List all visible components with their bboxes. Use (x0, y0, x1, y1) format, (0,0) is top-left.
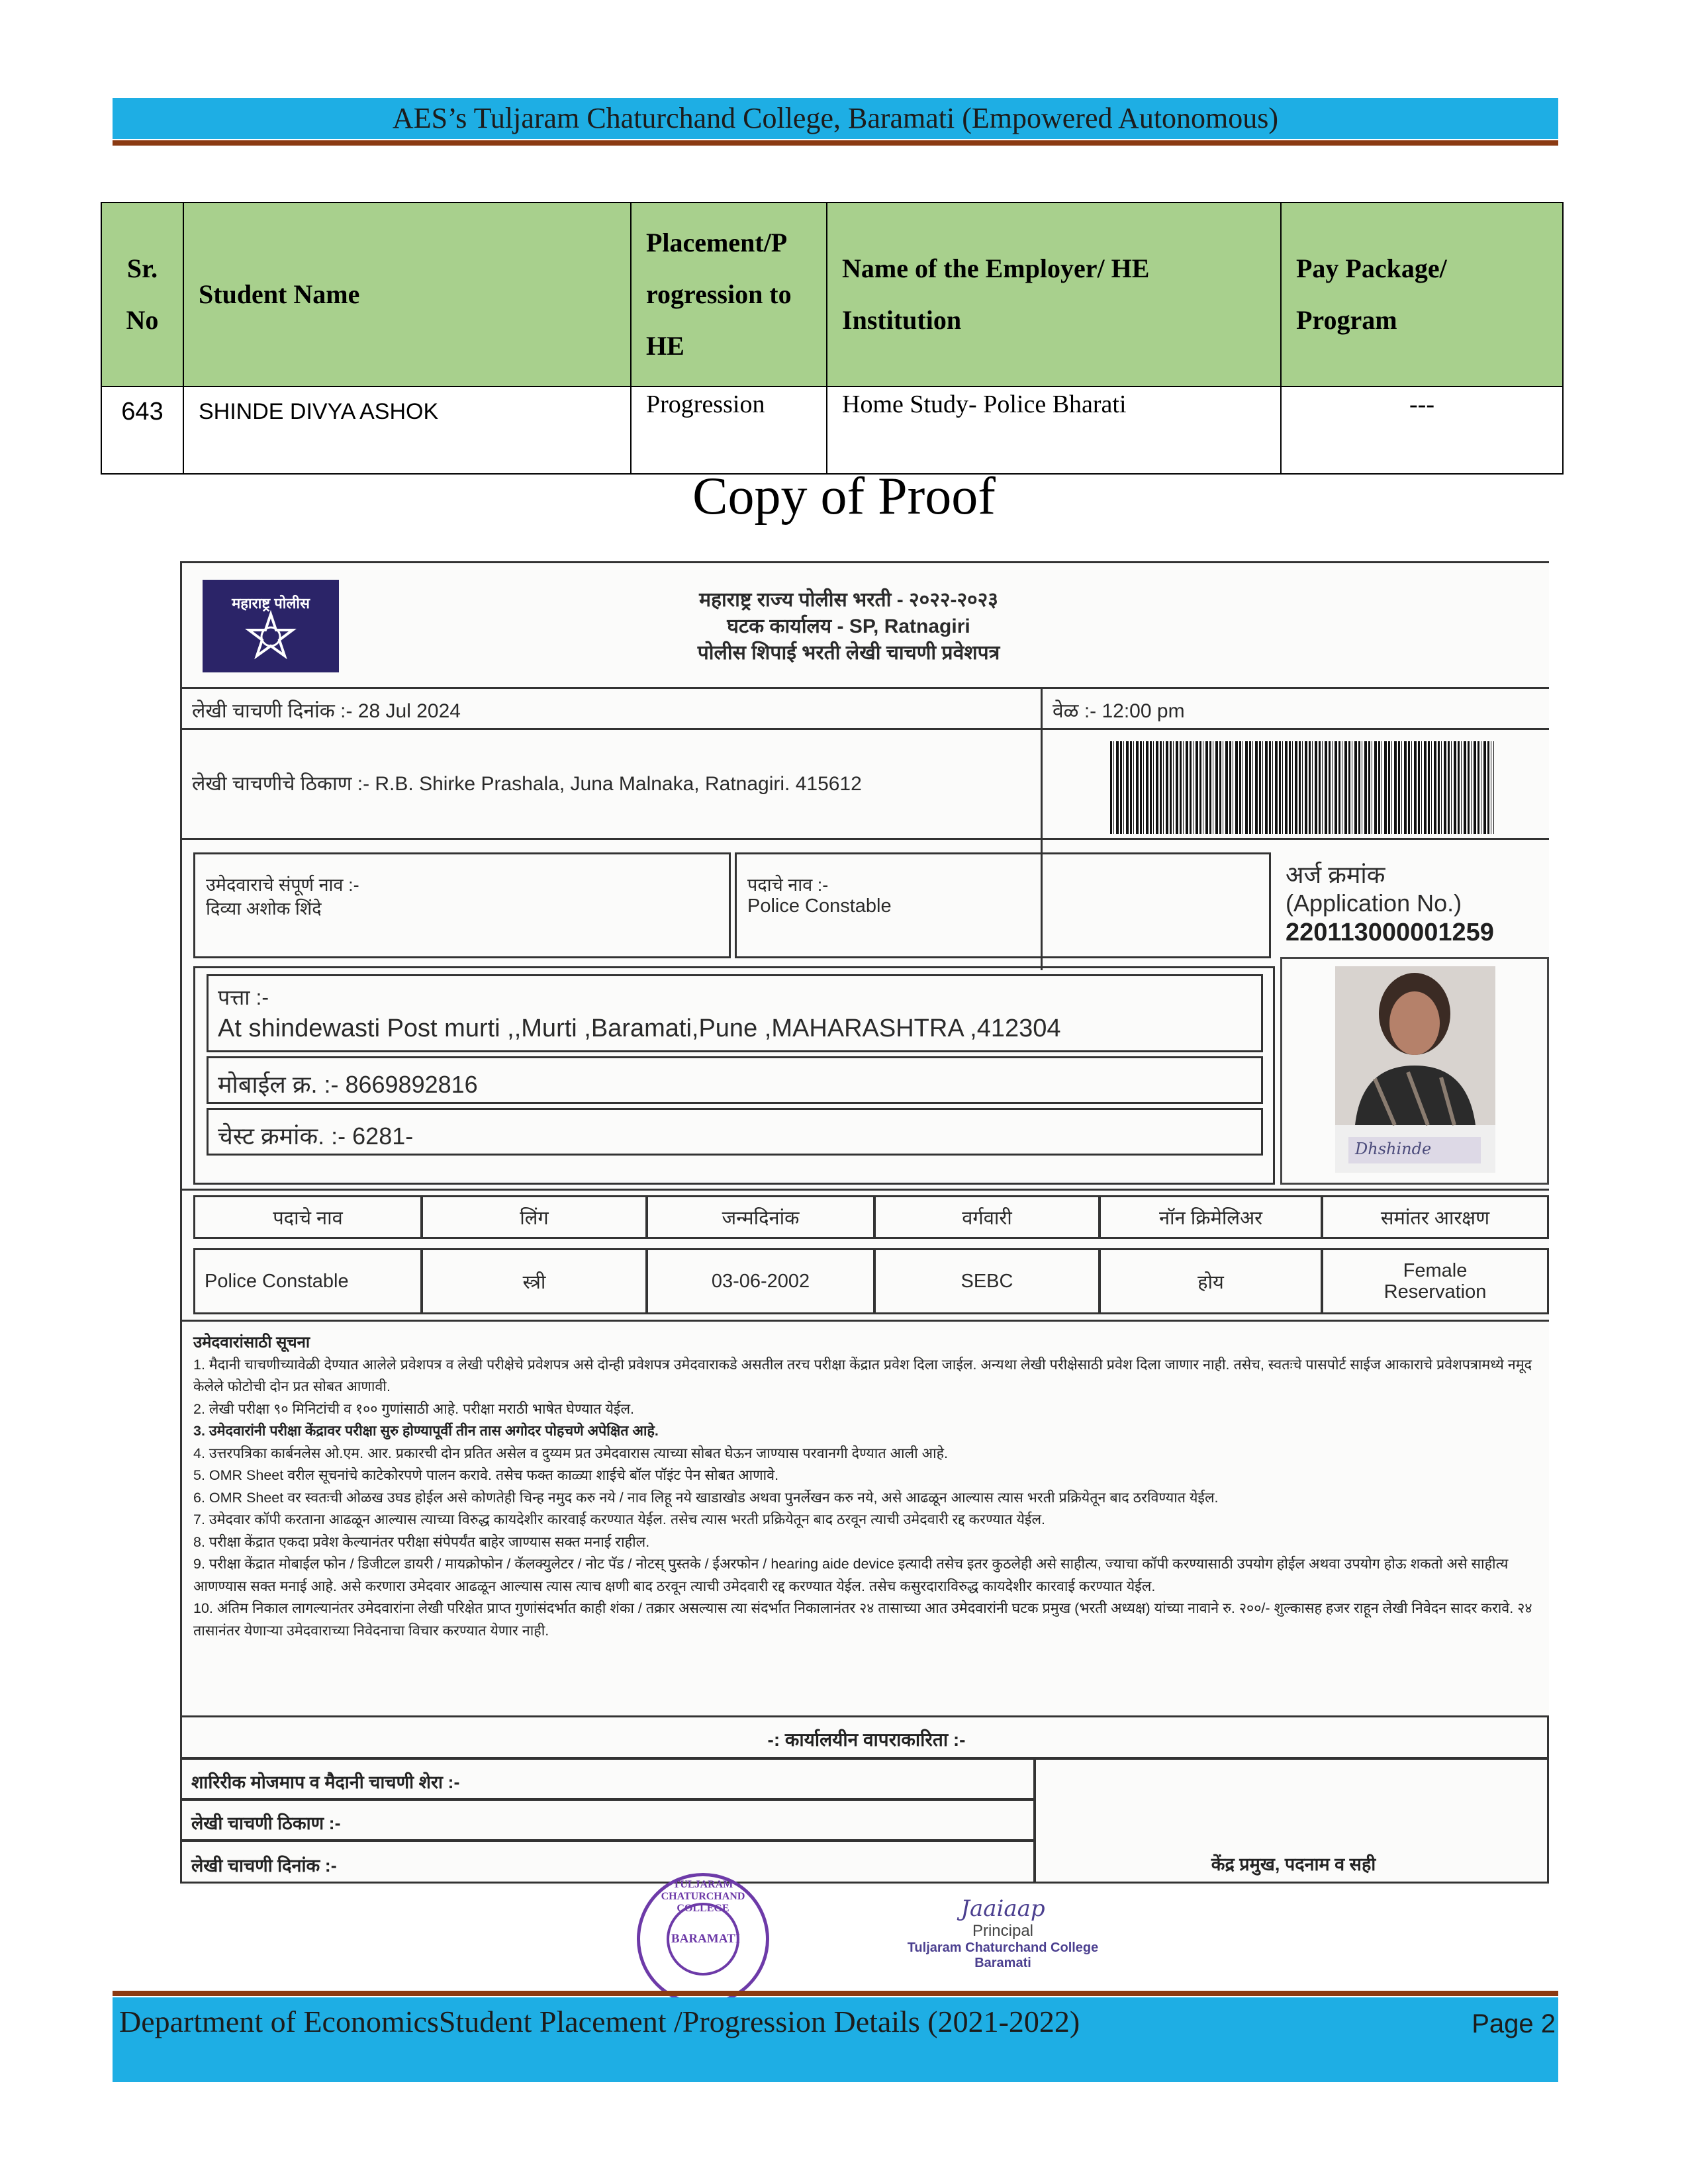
office-row (180, 1799, 1035, 1841)
grid-value-gender: स्त्री (421, 1248, 647, 1314)
instruction-item: 2. लेखी परीक्षा ९० मिनिटांची व १०० गुणांसाठी आहे. परीक्षा मराठी भाषेत घेण्यात येईल. (193, 1400, 635, 1417)
card-top-border (180, 561, 1549, 563)
col-employer: Name of the Employer/ HE Institution (827, 203, 1281, 387)
instruction-item: 6. OMR Sheet वर स्वतःची ओळख उघड होईल असे कोणतेही चिन्ह नमुद करु नये / नाव लिहू नये खाडाखोड अथवा पुनर्लेखन करु नये, असे आढळून आल्यास त्यास भरती प्रक्रियेतून बाद ठरविण्यात येईल. (193, 1489, 1219, 1506)
divider (180, 728, 1549, 730)
grid-header-noncreamy: नॉन क्रिमेलिअर (1099, 1195, 1323, 1239)
instruction-item: 5. OMR Sheet वरील सूचनांचे काटेकोरपणे पालन करावे. तसेच फक्त काळ्या शाईचे बॉल पॉइंट पेन सोबत आणावे. (193, 1467, 779, 1483)
col-student-name: Student Name (183, 203, 631, 387)
office-row-label: लेखी चाचणी ठिकाण :- (191, 1813, 341, 1833)
principal-signature (900, 1895, 1105, 1971)
office-row-label: लेखी चाचणी दिनांक :- (191, 1856, 337, 1876)
grid-value-post: Police Constable (193, 1248, 422, 1314)
college-stamp (637, 1873, 769, 2005)
logo-text: महाराष्ट्र पोलीस (232, 595, 310, 612)
office-row (180, 1840, 1035, 1884)
police-logo (203, 580, 339, 672)
stamp-center-text: BARAMATI (671, 1932, 741, 1946)
instruction-item: 7. उमेदवार कॉपी करताना आढळून आल्यास त्याच्या विरुद्ध कायदेशीर कारवाई करण्यात येईल. तसेच त्यास भरती प्रक्रियेतून बाद ठरवून त्याची उमेदवारी रद्द करण्यात येईल. (193, 1512, 1046, 1527)
instructions-title: उमेदवारांसाठी सूचना (193, 1334, 310, 1351)
candidate-name: दिव्या अशोक शिंदे (206, 899, 322, 919)
header-rule (113, 140, 1558, 146)
admit-card (180, 561, 1549, 1886)
post-value: Police Constable (747, 895, 892, 917)
instruction-item: 9. परीक्षा केंद्रात मोबाईल फोन / डिजीटल डायरी / मायक्रोफोन / कॅलक्युलेटर / नोट पॅड / नोटस् पुस्तके / ईअरफोन / hearing aide device इत्यादी तसेच इतर कुठलेही असे साहीत्य, ज्याचा कॉपी करण्यासाठी उपयोग होईल अथवा उपयोग होऊ शकतो असे साहीत्य आणण्यास सक्त मनाई आहे. असे करणारा उमेदवार आढळून आल्यास त्यास त्याच क्षणी बाद ठरवून त्याची उमेदवारी रद्द करण्यात येईल. तसेच कसुरदाराविरुद्ध कायदेशीर कारवाई करण्यात येईल. (193, 1556, 1509, 1594)
application-label-en: (Application No.) (1286, 889, 1462, 917)
address-box (207, 974, 1263, 1052)
office-use-heading-box (180, 1715, 1549, 1759)
divider (180, 687, 1549, 689)
candidate-label: उमेदवाराचे संपूर्ण नाव :- (206, 875, 359, 895)
card-heading-2: घटक कार्यालय - SP, Ratnagiri (727, 615, 970, 637)
placement-table (101, 202, 1564, 475)
footer-department: Department of EconomicsStudent Placement /Progression Details (2021-2022) (119, 2005, 1080, 2038)
address-label: पत्ता :- (218, 985, 269, 1009)
candidate-name-box (193, 852, 731, 958)
cell-name: SHINDE DIVYA ASHOK (183, 387, 631, 474)
signature-college: Tuljaram Chaturchand College (907, 1940, 1099, 1955)
signature-place: Baramati (974, 1956, 1031, 1970)
divider (180, 1320, 1549, 1322)
stamp-ring-text: TULJARAM CHATURCHAND COLLEGE (661, 1879, 745, 1914)
card-heading-3: पोलीस शिपाई भरती लेखी चाचणी प्रवेशपत्र (697, 642, 1000, 664)
cell-sr: 643 (101, 387, 183, 474)
grid-header-reservation: समांतर आरक्षण (1321, 1195, 1549, 1239)
instruction-item: 1. मैदानी चाचणीच्यावेळी देण्यात आलेले प्रवेशपत्र व लेखी परीक्षेचे प्रवेशपत्र असे दोन्ही प्रवेशपत्र उमेदवाराकडे असतील तरच परीक्षा केंद्रात प्रवेश दिला जाईल. अन्यथा लेखी परीक्षेसाठी प्रवेश दिला जाणार नाही. तसेच, स्वतःचे पासपोर्ट साईज आकाराचे प्रवेशपत्रामध्ये नमूद केलेले फोटोची दोन प्रत सोबत आणावी. (193, 1356, 1532, 1394)
exam-venue: लेखी चाचणीचे ठिकाण :- R.B. Shirke Prashala, Juna Malnaka, Ratnagiri. 415612 (192, 773, 862, 795)
header-band (113, 98, 1558, 139)
stamp-inner (667, 1903, 739, 1976)
grid-value-category: SEBC (874, 1248, 1100, 1314)
cell-package: --- (1281, 387, 1563, 474)
grid-header-category: वर्गवारी (874, 1195, 1100, 1239)
table-row (101, 387, 1563, 474)
address-value: At shindewasti Post murti ,,Murti ,Baramati,Pune ,MAHARASHTRA ,412304 (218, 1015, 1061, 1042)
cell-type: Progression (631, 387, 827, 474)
barcode-icon (1110, 741, 1494, 834)
exam-time: वेळ :- 12:00 pm (1053, 700, 1185, 722)
photo-signature: Dhshinde (1355, 1140, 1432, 1158)
signature-title: Principal (972, 1922, 1034, 1940)
footer-page-number: Page 2 (1472, 2009, 1556, 2038)
application-label: अर्ज क्रमांक (1286, 861, 1385, 888)
mobile-box (207, 1056, 1263, 1104)
grid-header-post: पदाचे नाव (193, 1195, 422, 1239)
header-title: AES’s Tuljaram Chaturchand College, Baramati (Empowered Autonomous) (392, 102, 1279, 134)
cell-employer: Home Study- Police Bharati (827, 387, 1281, 474)
grid-value-dob: 03-06-2002 (646, 1248, 875, 1314)
exam-date: लेखी चाचणी दिनांक :- 28 Jul 2024 (192, 700, 461, 722)
candidate-photo (1335, 966, 1495, 1173)
instruction-item: 4. उत्तरपत्रिका कार्बनलेस ओ.एम. आर. प्रकारची दोन प्रतित असेल व दुय्यम प्रत उमेदवारास त्याच्या सोबत घेऊन जाण्यास परवानगी देण्यात आली आहे. (193, 1445, 949, 1461)
instruction-item: 3. उमेदवारांनी परीक्षा केंद्रावर परीक्षा सुरु होण्यापूर्वी तीन तास अगोदर पोहचणे अपेक्षित आहे. (193, 1423, 659, 1439)
divider (180, 838, 1549, 840)
col-placement-progression: Placement/P rogression to HE (631, 203, 827, 387)
office-row-label: शारिरीक मोजमाप व मैदानी चाचणी शेरा :- (191, 1772, 460, 1792)
divider (180, 1189, 1549, 1191)
office-sign-label: केंद्र प्रमुख, पदनाम व सही (1211, 1854, 1376, 1874)
post-label: पदाचे नाव :- (747, 875, 829, 895)
grid-value-reservation: Female Reservation (1321, 1248, 1549, 1314)
grid-header-dob: जन्मदिनांक (646, 1195, 875, 1239)
table-header-row (101, 203, 1563, 387)
mobile-number: मोबाईल क्र. :- 8669892816 (218, 1071, 478, 1098)
signature-scribble: Jaaiaap (961, 1895, 1045, 1922)
instruction-item: 8. परीक्षा केंद्रात एकदा प्रवेश केल्यानंतर परीक्षा संपेपर्यंत बाहेर जाण्यास सक्त मनाई राहील. (193, 1533, 650, 1550)
instruction-item: 10. अंतिम निकाल लागल्यानंतर उमेदवारांना लेखी परिक्षेत प्राप्त गुणांसंदर्भात काही शंका / तक्रार असल्यास त्या संदर्भात निकालानंतर २४ तासाच्या आत उमेदवारांनी घटक प्रमुख (भरती अध्यक्ष) यांच्या नावाने रु. २००/- शुल्कासह हजर राहून लेखी निवेदन सादर करावे. २४ तासानंतर येणाऱ्या उमेदवाराच्या निवेदनाचा विचार करण्यात येणार नाही. (193, 1600, 1532, 1639)
col-sr-no: Sr. No (101, 203, 183, 387)
chest-box (207, 1108, 1263, 1156)
proof-title: Copy of Proof (692, 467, 996, 525)
office-sign-box (1034, 1758, 1549, 1884)
col-pay-package: Pay Package/ Program (1281, 203, 1563, 387)
office-use-heading: -: कार्यालयीन वापराकारिता :- (767, 1729, 966, 1750)
star-badge-icon (203, 580, 339, 672)
grid-value-noncreamy: होय (1099, 1248, 1323, 1314)
application-number: 220113000001259 (1286, 919, 1494, 946)
chest-number: चेस्ट क्रमांक. :- 6281- (218, 1122, 414, 1150)
post-box (735, 852, 1271, 958)
office-row (180, 1758, 1035, 1800)
grid-header-gender: लिंग (421, 1195, 647, 1239)
footer-rule (113, 1991, 1558, 1996)
card-heading-1: महाराष्ट्र राज्य पोलीस भरती - २०२२-२०२३ (699, 589, 998, 611)
instructions (193, 1332, 1537, 1642)
